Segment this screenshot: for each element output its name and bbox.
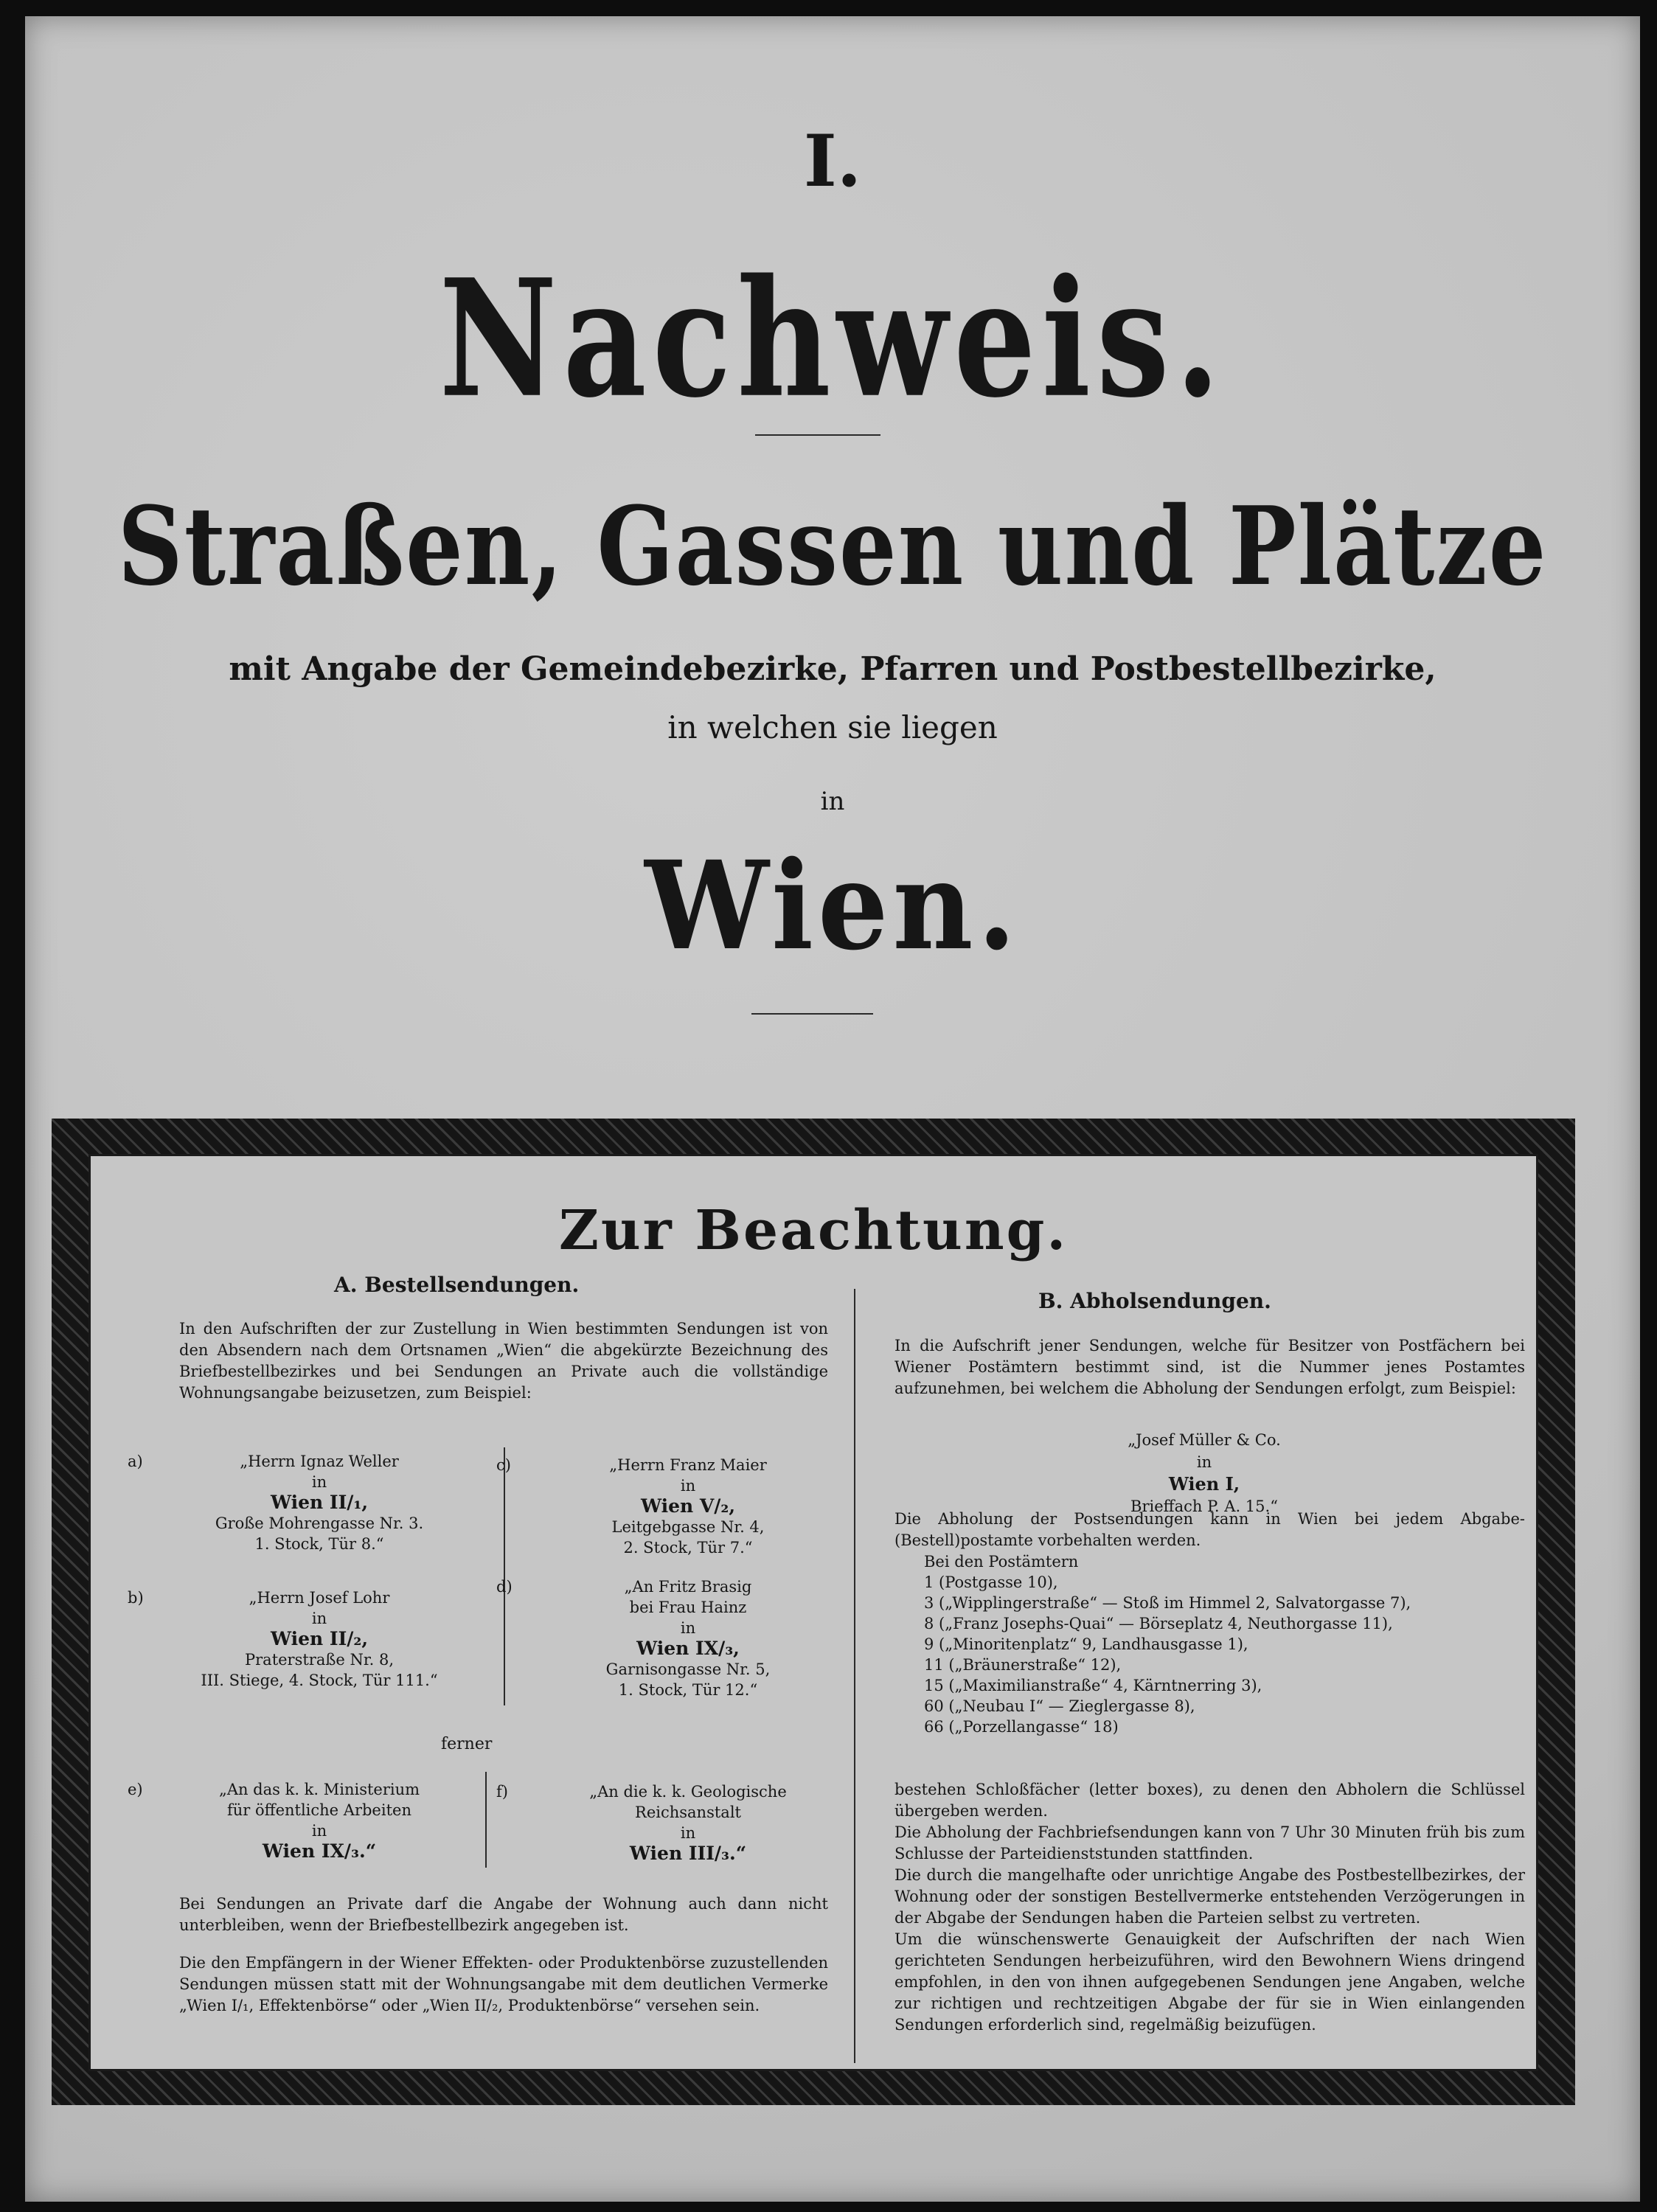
example-e: e) „An das k. k. Ministerium für öffentliche Arbeiten in Wien IX/₃.“	[128, 1781, 420, 1862]
example-b: b) „Herrn Josef Lohr in Wien II/₂, Praterstraße Nr. 8, III. Stiege, 4. Stock, Tür 111.“	[128, 1589, 438, 1689]
section-b-paragraph: Die durch die mangelhafte oder unrichtige Angabe des Postbestellbezirkes, der Wohnung oder der sonstigen Bestellvermerke entstehenden Verzögerungen in der Abgabe der Sendungen haben die Parteien selbst zu vertreten.	[894, 1866, 1525, 1927]
city-title: Wien.	[645, 835, 1021, 978]
address-example: „Josef Müller & Co. in Wien I, Brieffach P. A. 15.“	[1128, 1431, 1281, 1515]
section-b-paragraph: Die Abholung der Fachbriefsendungen kann von 7 Uhr 30 Minuten früh bis zum Schlusse der Parteidienststunden stattfinden.	[894, 1823, 1525, 1863]
section-b-intro: In die Aufschrift jener Sendungen, welche für Besitzer von Postfächern bei Wiener Postämtern bestimmt sind, ist die Nummer jenes Postamtes aufzunehmen, bei welchem die Abholung der Sendungen erfolgt, zum Beispiel:	[894, 1337, 1525, 1397]
section-a-paragraph: Die den Empfängern in der Wiener Effekten- oder Produktenbörse zuzustellenden Sendungen müssen statt mit der Wohnungsangabe mit dem deutlichen Vermerke „Wien I/₁, Effektenbörse“ oder „Wien II/₂, Produktenbörse“ versehen sein.	[179, 1954, 828, 2014]
section-b-paragraph: Die Abholung der Postsendungen kann in Wien bei jedem Abgabe-(Bestell)postamte vorbehalten werden.	[894, 1510, 1525, 1549]
example-divider	[485, 1772, 487, 1868]
list-item: 3 („Wipplingerstraße“ — Stoß im Himmel 2, Salvatorgasse 7),	[924, 1594, 1411, 1612]
document-page	[25, 16, 1640, 2202]
list-item: Bei den Postämtern	[924, 1553, 1079, 1571]
post-office-list	[924, 1551, 1529, 1737]
list-item: 1 (Postgasse 10),	[924, 1573, 1058, 1591]
ferner-label: ferner	[441, 1735, 493, 1753]
divider-rule	[751, 1013, 873, 1015]
example-f: f) „An die k. k. Geologische Reichsanstalt in Wien III/₃.“	[496, 1783, 787, 1864]
subtitle-line: mit Angabe der Gemeindebezirke, Pfarren und Postbestellbezirke,	[229, 650, 1437, 688]
ornamental-border	[52, 1119, 1575, 2105]
example-d: d) „An Fritz Brasig bei Frau Hainz in Wien IX/₃, Garnisongasse Nr. 5, 1. Stock, Tür 12.“	[496, 1578, 771, 1699]
list-item: 15 („Maximilianstraße“ 4, Kärntnerring 3),	[924, 1677, 1262, 1694]
list-item: 66 („Porzellangasse“ 18)	[924, 1718, 1119, 1736]
list-item: 11 („Bräunerstraße“ 12),	[924, 1656, 1122, 1674]
column-divider	[854, 1289, 855, 2063]
section-a-paragraph: Bei Sendungen an Private darf die Angabe der Wohnung auch dann nicht unterbleiben, wenn der Briefbestellbezirk angegeben ist.	[179, 1895, 828, 1934]
section-numeral: I.	[803, 119, 862, 203]
list-item: 9 („Minoritenplatz“ 9, Landhausgasse 1),	[924, 1635, 1248, 1653]
subtitle-line: in welchen sie liegen	[667, 709, 998, 745]
page-subtitle: Straßen, Gassen und Plätze	[117, 482, 1548, 610]
notice-box	[88, 1154, 1538, 2071]
example-c: c) „Herrn Franz Maier in Wien V/₂, Leitgebgasse Nr. 4, 2. Stock, Tür 7.“	[496, 1456, 767, 1557]
page-title: Nachweis.	[439, 245, 1226, 434]
list-item: 60 („Neubau I“ — Zieglergasse 8),	[924, 1697, 1195, 1715]
divider-rule	[755, 434, 880, 436]
section-b-heading: B. Abholsendungen.	[1038, 1289, 1271, 1313]
example-a: a) „Herrn Ignaz Weller in Wien II/₁, Große Mohrengasse Nr. 3. 1. Stock, Tür 8.“	[128, 1453, 424, 1553]
section-b-paragraph: Um die wünschenswerte Genauigkeit der Aufschriften der nach Wien gerichteten Sendungen herbeizuführen, wird den Bewohnern Wiens dringend empfohlen, in den von ihnen aufgegebenen Sendungen jene Angaben, welche zur richtigen und rechtzeitigen Abgabe der für sie in Wien einlangenden Sendungen erforderlich sind, regelmäßig beizufügen.	[894, 1930, 1525, 2034]
section-a-heading: A. Bestellsendungen.	[334, 1273, 580, 1297]
notice-title: Zur Beachtung.	[558, 1199, 1069, 1262]
section-b-paragraph: bestehen Schloßfächer (letter boxes), zu denen den Abholern die Schlüssel übergeben werden.	[894, 1781, 1525, 1820]
subtitle-line: in	[820, 787, 845, 816]
section-a-intro: In den Aufschriften der zur Zustellung in Wien bestimmten Sendungen ist von den Absendern nach dem Ortsnamen „Wien“ die abgekürzte Bezeichnung des Briefbestellbezirkes und bei Sendungen an Private auch die vollständige Wohnungsangabe beizusetzen, zum Beispiel:	[179, 1320, 828, 1402]
list-item: 8 („Franz Josephs-Quai“ — Börseplatz 4, Neuthorgasse 11),	[924, 1615, 1393, 1632]
